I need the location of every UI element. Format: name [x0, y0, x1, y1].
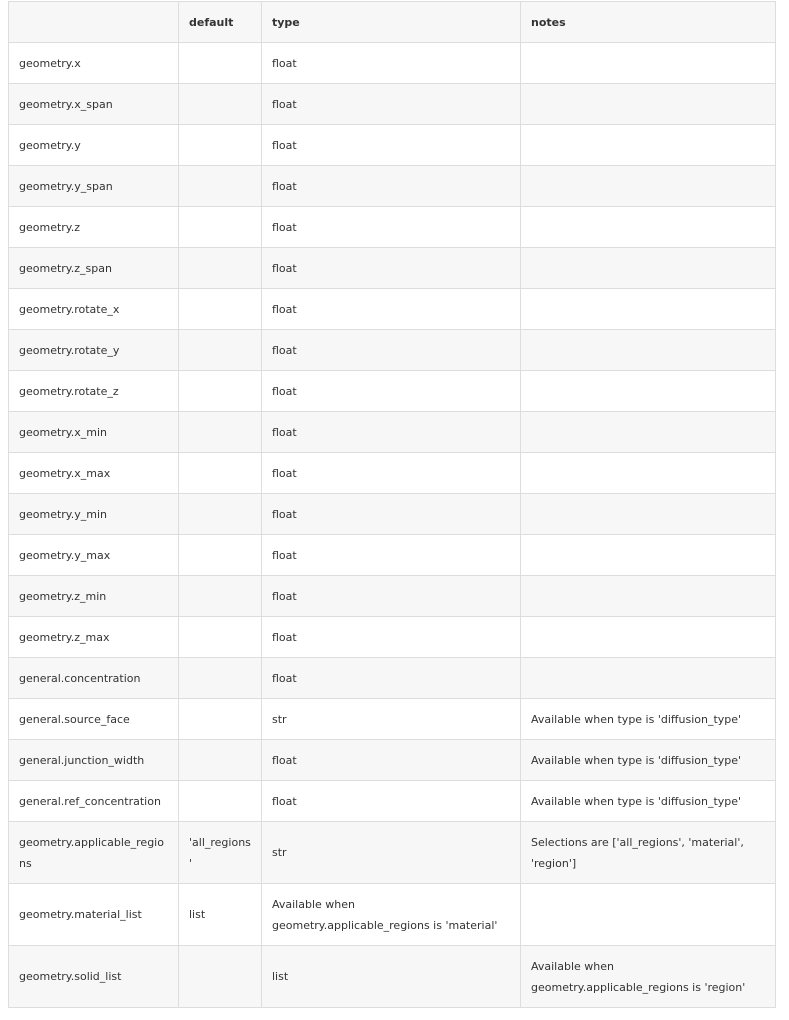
table-row	[9, 822, 776, 884]
cell-default	[179, 453, 262, 494]
cell-default	[179, 576, 262, 617]
cell-name: geometry.z	[9, 207, 179, 248]
cell-type: str	[262, 822, 521, 884]
cell-default	[179, 371, 262, 412]
header-name	[9, 2, 179, 43]
cell-name: general.junction_width	[9, 740, 179, 781]
cell-notes	[521, 125, 776, 166]
table-row	[9, 494, 776, 535]
cell-name: geometry.y_min	[9, 494, 179, 535]
cell-default	[179, 248, 262, 289]
cell-default	[179, 658, 262, 699]
cell-name: geometry.z_span	[9, 248, 179, 289]
cell-name: geometry.z_max	[9, 617, 179, 658]
cell-type: float	[262, 494, 521, 535]
cell-type: str	[262, 699, 521, 740]
table-row	[9, 699, 776, 740]
cell-default	[179, 43, 262, 84]
cell-type: float	[262, 617, 521, 658]
cell-default	[179, 494, 262, 535]
cell-name: general.ref_concentration	[9, 781, 179, 822]
table-row	[9, 781, 776, 822]
cell-type: float	[262, 248, 521, 289]
table-row	[9, 946, 776, 1008]
cell-name: geometry.rotate_x	[9, 289, 179, 330]
table-row	[9, 884, 776, 946]
cell-notes	[521, 535, 776, 576]
cell-default	[179, 781, 262, 822]
cell-type: float	[262, 84, 521, 125]
cell-notes	[521, 289, 776, 330]
table-row	[9, 453, 776, 494]
table-row	[9, 535, 776, 576]
header-default: default	[179, 2, 262, 43]
table-row	[9, 289, 776, 330]
cell-notes	[521, 453, 776, 494]
table-row	[9, 617, 776, 658]
cell-name: geometry.y_span	[9, 166, 179, 207]
table-row	[9, 371, 776, 412]
table-row	[9, 412, 776, 453]
cell-type: float	[262, 412, 521, 453]
cell-default	[179, 166, 262, 207]
cell-notes: Available when type is 'diffusion_type'	[521, 699, 776, 740]
cell-type: float	[262, 125, 521, 166]
cell-name: geometry.solid_list	[9, 946, 179, 1008]
header-type: type	[262, 2, 521, 43]
cell-type: float	[262, 453, 521, 494]
cell-type: float	[262, 289, 521, 330]
cell-notes	[521, 84, 776, 125]
cell-notes: Available when geometry.applicable_regions is 'region'	[521, 946, 776, 1008]
table-row	[9, 248, 776, 289]
cell-type: float	[262, 576, 521, 617]
table-row	[9, 658, 776, 699]
table-row	[9, 166, 776, 207]
cell-type: float	[262, 658, 521, 699]
cell-default	[179, 330, 262, 371]
cell-default	[179, 617, 262, 658]
table-row	[9, 84, 776, 125]
cell-default	[179, 289, 262, 330]
cell-default	[179, 207, 262, 248]
cell-notes	[521, 412, 776, 453]
table-header-row	[9, 2, 776, 43]
cell-name: geometry.y_max	[9, 535, 179, 576]
cell-notes	[521, 330, 776, 371]
cell-notes: Available when type is 'diffusion_type'	[521, 781, 776, 822]
cell-type: float	[262, 166, 521, 207]
cell-name: geometry.x_min	[9, 412, 179, 453]
cell-type: float	[262, 740, 521, 781]
cell-notes	[521, 207, 776, 248]
cell-name: geometry.rotate_y	[9, 330, 179, 371]
table-row	[9, 43, 776, 84]
cell-name: geometry.material_list	[9, 884, 179, 946]
cell-name: geometry.rotate_z	[9, 371, 179, 412]
cell-default	[179, 412, 262, 453]
cell-default	[179, 946, 262, 1008]
cell-type: float	[262, 535, 521, 576]
cell-name: geometry.y	[9, 125, 179, 166]
cell-notes	[521, 371, 776, 412]
cell-type: float	[262, 781, 521, 822]
cell-notes	[521, 166, 776, 207]
cell-type: float	[262, 207, 521, 248]
parameters-table	[8, 1, 776, 1008]
cell-notes	[521, 658, 776, 699]
cell-type: float	[262, 43, 521, 84]
cell-name: geometry.x_max	[9, 453, 179, 494]
table-row	[9, 207, 776, 248]
cell-name: geometry.x_span	[9, 84, 179, 125]
table-row	[9, 740, 776, 781]
cell-default: list	[179, 884, 262, 946]
cell-default	[179, 84, 262, 125]
cell-notes	[521, 43, 776, 84]
cell-notes	[521, 248, 776, 289]
table-row	[9, 576, 776, 617]
cell-name: geometry.x	[9, 43, 179, 84]
table-row	[9, 330, 776, 371]
cell-type: float	[262, 371, 521, 412]
cell-default	[179, 740, 262, 781]
cell-type: float	[262, 330, 521, 371]
cell-notes	[521, 576, 776, 617]
cell-notes: Selections are ['all_regions', 'material', 'region']	[521, 822, 776, 884]
cell-default	[179, 699, 262, 740]
cell-notes	[521, 494, 776, 535]
cell-default	[179, 535, 262, 576]
cell-notes	[521, 884, 776, 946]
table-row	[9, 125, 776, 166]
cell-notes: Available when type is 'diffusion_type'	[521, 740, 776, 781]
cell-type: list	[262, 946, 521, 1008]
cell-notes	[521, 617, 776, 658]
cell-default	[179, 125, 262, 166]
cell-type: Available when geometry.applicable_regions is 'material'	[262, 884, 521, 946]
header-notes: notes	[521, 2, 776, 43]
cell-name: geometry.applicable_regions	[9, 822, 179, 884]
cell-name: geometry.z_min	[9, 576, 179, 617]
cell-default: 'all_regions'	[179, 822, 262, 884]
cell-name: general.concentration	[9, 658, 179, 699]
cell-name: general.source_face	[9, 699, 179, 740]
